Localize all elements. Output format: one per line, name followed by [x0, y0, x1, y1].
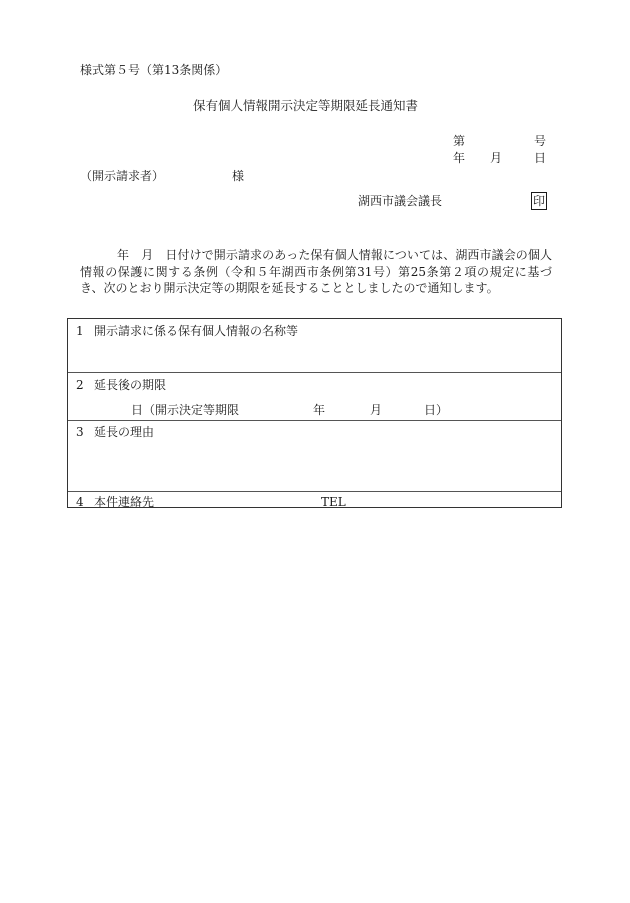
row1-label: 開示請求に係る保有個人情報の名称等: [94, 324, 299, 338]
body-paragraph: 年 月 日付けで開示請求のあった保有個人情報については、湖西市議会の個人情報の保護に関する条例（令和５年湖西市条例第31号）第25条第２項の規定に基づき、次のとおり開示決定等の期限を延長することとしましたので通知します。: [80, 248, 552, 295]
row4-label: 本件連絡先: [94, 495, 155, 509]
date-year: 年: [453, 151, 466, 165]
document-title: 保有個人情報開示決定等期限延長通知書: [193, 98, 419, 113]
row2-deadline-month: 月: [370, 403, 383, 417]
info-table: [67, 318, 562, 508]
number-dai: 第: [453, 134, 466, 148]
row3-label: 延長の理由: [94, 425, 155, 439]
requester-honorific: 様: [232, 169, 245, 183]
seal-box: 印: [533, 194, 546, 208]
row2-number: 2: [76, 378, 84, 392]
row-divider: [68, 372, 561, 373]
form-label: 様式第５号（第13条関係）: [80, 63, 228, 77]
row4-number: 4: [76, 495, 84, 509]
row-divider: [68, 491, 561, 492]
row1-number: 1: [76, 324, 84, 338]
row3-number: 3: [76, 425, 84, 439]
number-go: 号: [534, 134, 547, 148]
row4-tel-label: TEL: [321, 495, 346, 509]
row2-deadline-year: 年: [313, 403, 326, 417]
sender-name: 湖西市議会議長: [358, 194, 443, 208]
date-month: 月: [490, 151, 503, 165]
requester-label: （開示請求者）: [80, 169, 165, 183]
row2-label: 延長後の期限: [94, 378, 167, 392]
date-day: 日: [534, 151, 547, 165]
row2-deadline-day: 日（開示決定等期限: [131, 403, 240, 417]
row2-deadline-end: 日）: [424, 403, 449, 417]
row-divider: [68, 420, 561, 421]
